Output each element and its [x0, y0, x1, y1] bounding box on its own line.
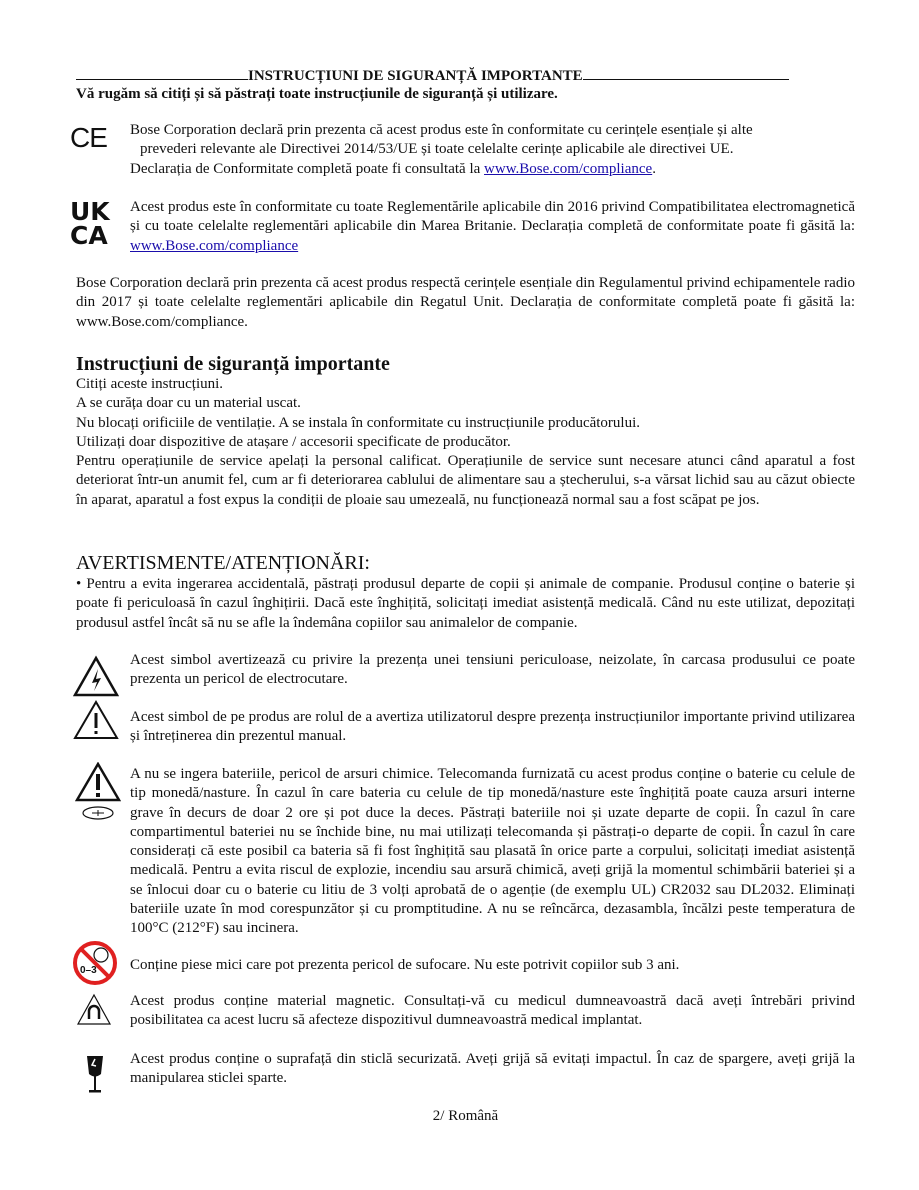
warnings-heading: AVERTISMENTE/ATENȚIONĂRI:	[76, 552, 370, 574]
ukca-declaration: Acest produs este în conformitate cu toate Reglementările aplicabile din 2016 privind Compatibilitatea electromagnetică și cu toate celelalte reglementări aplicabile din Marea Britanie. Declarația completă de conformitate poate fi găsită la: www.Bose.com/compliance	[130, 199, 855, 254]
symbol-text: Acest simbol avertizează cu privire la prezența unei tensiuni periculoase, neizolate, în carcasa produsului ce poate prezenta un pericol de electrocutare.	[130, 652, 855, 688]
symbol-text: Acest simbol de pe produs are rolul de a avertiza utilizatorul despre prezența instrucțiunilor importante privind utilizarea și întreținerea din prezentul manual.	[130, 709, 855, 745]
symbol-text: Conține piese mici care pot prezenta pericol de sufocare. Nu este potrivit copiilor sub 3 ani.	[130, 957, 680, 973]
warning-icon	[73, 700, 119, 740]
page-heading: INSTRUCȚIUNI DE SIGURANȚĂ IMPORTANTE	[248, 68, 583, 84]
list-item: Citiți aceste instrucțiuni.	[76, 376, 224, 392]
symbol-text: Acest produs conține material magnetic. Consultați-vă cu medicul dumneavoastră dacă aveți întrebări privind posibilitatea ca acest lucru să afecteze dispozitivul dumneavoastră medical implantat.	[130, 993, 855, 1029]
small-parts-icon	[71, 940, 119, 986]
high-voltage-icon	[73, 655, 119, 697]
page-number: 2/ Română	[432, 1108, 499, 1124]
ukca-mark-icon: UK CA	[70, 197, 110, 250]
list-item: Nu blocați orificiile de ventilație. A se instala în conformitate cu instrucțiunile producătorului.	[76, 414, 641, 431]
ce-mark-icon: CE	[70, 122, 107, 153]
safety-heading: Instrucțiuni de siguranță importante	[76, 353, 390, 375]
symbol-text: A nu se ingera bateriile, pericol de arsuri chimice. Telecomanda furnizată cu acest produs conține o baterie cu celule de tip monedă/nasture. În cazul în care bateria cu celule de tip monedă/nasture este înghițită poate cauza arsuri interne grave în decurs de doar 2 ore și pot duce la deces. Păstrați bateriile noi și uzate departe de copii. În cazul în care compartimentul bateriei nu se închide bine, nu mai utilizați telecomanda și păstrați-o departe de copii. În cazul în care considerați că este posibil ca bateria să fi fost înghițită sau plasată în orice parte a corpului, solicitați imediat asistență medicală. Pentru a evita riscul de explozie, incendiu sau arsură chimică, aveți grijă la momentul schimbării bateriei și a se înlocui doar cu o baterie cu litiu de 3 volți aprobată de o agenție (de exemplu UL) CR2032 sau DL2032. Eliminați bateriile uzate în mod corespunzător și cu promptitudine. A nu se reîncărca, dezasambla, încălzi peste temperatura de 100°C (212°F) sau incinera.	[130, 766, 855, 937]
battery-warning-icon	[75, 762, 121, 824]
ukca-compliance-link[interactable]: www.Bose.com/compliance	[130, 237, 299, 254]
fragile-glass-icon	[84, 1054, 106, 1096]
list-item: A se curăța doar cu un material uscat.	[76, 395, 301, 412]
warning-bullet: • Pentru a evita ingerarea accidentală, păstrați produsul departe de copii și animale de companie. Produsul conține o baterie și poate fi periculoasă în cazul înghițirii. Dacă este înghițită, solicitați imediat asistență medicală. Când nu este utilizat, depozitați produsul astfel încât să nu se afle la îndemâna copiilor sau animalelor de companie.	[76, 576, 855, 631]
compliance-link[interactable]: www.Bose.com/compliance	[484, 160, 653, 177]
svg-text:0–3: 0–3	[80, 965, 97, 976]
safety-list	[76, 375, 855, 510]
list-item: Pentru operațiunile de service apelați la personal calificat. Operațiunile de service sunt necesare atunci când aparatul a fost deteriorat într-un anumit fel, cum ar fi deteriorarea cablului de alimentare sau a ștecherului, s-a vărsat lichid sau au căzut obiecte în aparat, aparatul a fost expus la condiții de ploaie sau umezeală, nu funcționează normal sau a fost scăpat pe jos.	[76, 453, 855, 508]
symbol-text: Acest produs conține o suprafață din sticlă securizată. Aveți grijă să evitați impactul. În caz de spargere, aveți grijă la manipularea sticlei sparte.	[130, 1051, 855, 1087]
subtitle: Vă rugăm să citiți și să păstrați toate instrucțiunile de siguranță și utilizare.	[76, 86, 558, 102]
list-item: Utilizați doar dispozitive de atașare / accesorii specificate de producător.	[76, 433, 511, 450]
radio-declaration: Bose Corporation declară prin prezenta că acest produs respectă cerințele esențiale din Regulamentul privind echipamentele radio din 2017 și toate celelalte reglementări aplicabile din Regatul Unit. Declarația de conformitate completă poate fi găsită la: www.Bose.com/compliance.	[76, 275, 855, 330]
magnet-warning-icon	[76, 993, 112, 1027]
header-title-line	[76, 65, 855, 86]
ce-declaration: Bose Corporation declară prin prezenta că acest produs este în conformitate cu cerințele esențiale și alte prevederi relevante ale Directivei 2014/53/UE și toate celelalte cerințe aplicabile ale directivei UE. Declarația de Conformitate completă poate fi consultată la www.Bose.com/compliance.	[130, 122, 753, 177]
